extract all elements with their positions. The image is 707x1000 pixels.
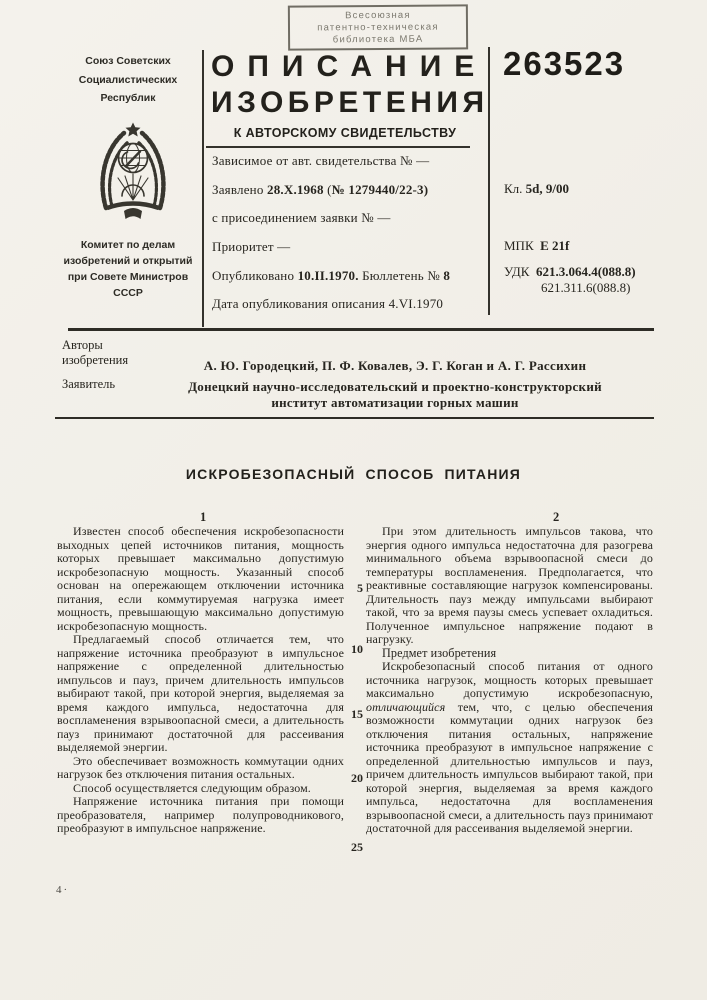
column-marker-1: 1 [200, 510, 207, 524]
body-column-right [366, 525, 653, 836]
column-marker-2: 2 [553, 510, 560, 524]
document-title-line1: ОПИСАНИЕ [211, 50, 488, 83]
claims-heading: Предмет изобретения [382, 645, 497, 660]
paragraph: Это обеспечивает возможность коммутации одних нагрузок без отключения питания остальных. [57, 753, 344, 781]
line-number-25: 25 [351, 840, 363, 854]
document-subtitle: К АВТОРСКОМУ СВИДЕТЕЛЬСТВУ [233, 126, 457, 140]
invention-title: ИСКРОБЕЗОПАСНЫЙ СПОСОБ ПИТАНИЯ [185, 466, 522, 482]
subtitle-underline [206, 146, 470, 148]
vertical-rule-left [202, 50, 204, 327]
bibliographic-fields [212, 153, 484, 325]
paragraph: Известен способ обеспечения искробезопасности выходных цепей источников питания, мощность которых превышает максимально допустимую искробезопасную мощность. Указанный способ основан на опережающем отключении источника питания, если коммутируемая нагрузка имеет мощность, превышающую максимально допустимую искробезопасную мощность. [57, 524, 344, 633]
stamp-line: библиотека МБА [332, 33, 424, 45]
author-names: А. Ю. Городецкий, П. Ф. Ковалев, Э. Г. Коган и А. Г. Рассихин [203, 358, 587, 373]
stamp-line: Всесоюзная [345, 9, 411, 21]
print-artifact-mark: 4· [56, 884, 70, 896]
patent-number: 263523 [503, 45, 626, 82]
horizontal-rule-bottom [55, 417, 654, 419]
line-number-15: 15 [351, 707, 363, 721]
field-joined-application: с присоединением заявки № — [212, 210, 391, 226]
class-code: Кл. 5d, 9/00 [504, 181, 570, 196]
authors-label: Авторы изобретения [62, 338, 129, 367]
line-number-20: 20 [351, 771, 363, 785]
paragraph: При этом длительность импульсов такова, что энергия одного импульса недостаточна для разогрева минимального объема взрывоопасной смеси до температуры воспламенения. Предполагается, что реактивные составляющие нагрузок компенсированы. Длительность пауз между импульсами выбирают такой, что за время паузы смесь успевает охладиться. Полученное импульсное напряжение подают в нагрузку. [366, 524, 653, 646]
line-number-5: 5 [357, 581, 363, 595]
paragraph: Предлагаемый способ отличается тем, что напряжение источника преобразуют в импульсное напряжение с определенной длительностью импульсов и пауз, причем длительность импульсов выбирают такой, при которой энергия, выделяемая за время каждого импульса, недостаточна для воспламенения взрывоопасной смеси, а длительность пауз принимают достаточной для рассеивания выделяемой энергии. [57, 632, 344, 754]
ussr-coat-of-arms-icon [95, 120, 171, 229]
body-column-left [57, 525, 344, 836]
claim-paragraph: Искробезопасный способ питания от одного источника нагрузок, мощность которых превышает максимально допустимую искробезопасную, отличающийся тем, что, с целью обеспечения возможности коммутации одних нагрузок без отключения питания остальных, напряжение источника преобразуют в импульсное напряжение с определенной длительностью импульсов и пауз, причем длительность импульсов выбирают такой, при которой энергия, выделяемая за время каждого импульса, недостаточна для воспламенения взрывоопасной смеси, а длительность пауз принимают достаточной для рассеивания выделяемой энергии. [366, 659, 653, 835]
library-stamp [288, 4, 468, 50]
document-title-line2: ИЗОБРЕТЕНИЯ [211, 86, 489, 119]
field-published: Опубликовано 10.II.1970. Бюллетень № 8 [212, 267, 451, 283]
issuer-committee-name: Комитет по делам изобретений и открытий при Совете Министров СССР [63, 239, 193, 299]
paragraph: Способ осуществляется следующим образом. [73, 780, 311, 795]
horizontal-rule-top [68, 328, 654, 331]
udc-code: УДК 621.3.064.4(088.8) 621.311.6(088.8) [504, 264, 636, 295]
issuer-union-name: Союз Советских Социалистических Республик [78, 55, 178, 104]
field-description-publication-date: Дата опубликования описания 4.VI.1970 [212, 296, 444, 312]
field-priority: Приоритет — [212, 239, 291, 255]
ipc-code: МПК E 21f [504, 238, 570, 253]
stamp-line: патентно-техническая [317, 21, 439, 33]
applicant-name: Донецкий научно-исследовательский и проектно-конструкторский институт автоматизации горных машин [188, 379, 602, 410]
line-number-10: 10 [351, 642, 363, 656]
paragraph: Напряжение источника питания при помощи преобразователя, например полупроводникового, преобразуют в импульсное напряжение. [57, 794, 344, 835]
field-dependent-certificate: Зависимое от авт. свидетельства № — [212, 153, 430, 168]
field-application-date: Заявлено 28.X.1968 (№ 1279440/22-3) [212, 181, 429, 197]
applicant-label: Заявитель [62, 377, 116, 391]
